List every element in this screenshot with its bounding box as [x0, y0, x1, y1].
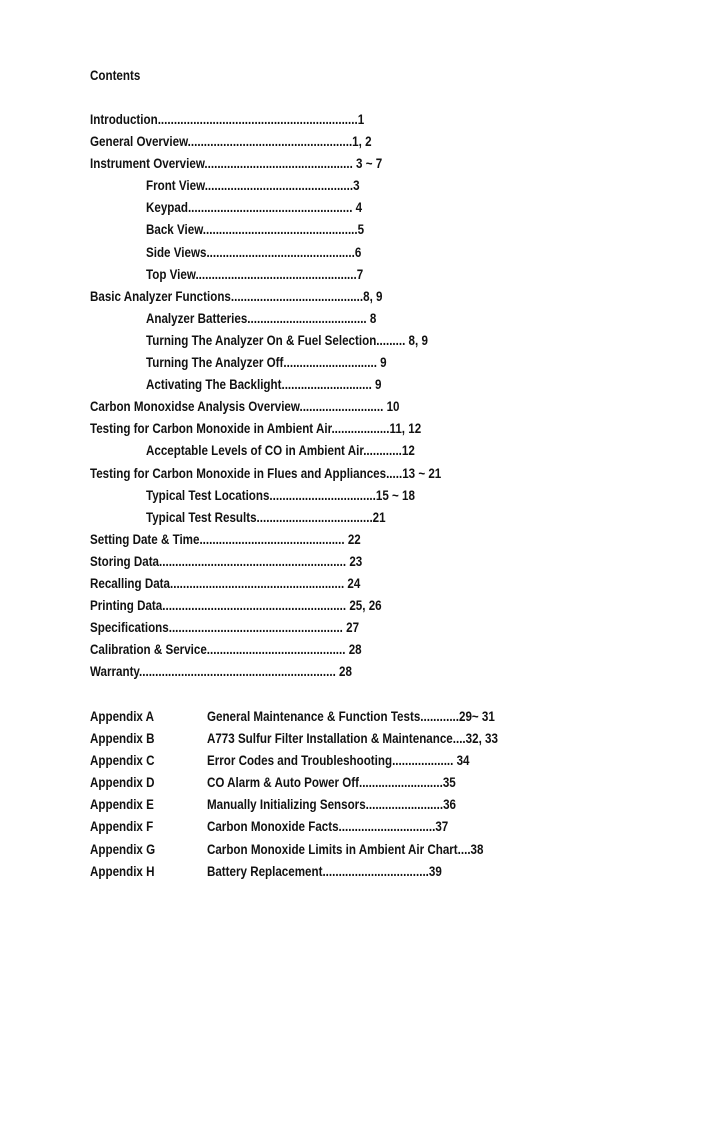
toc-subentry: Typical Test Results....................................21 — [146, 509, 386, 525]
toc-entry: Carbon Monoxidse Analysis Overview.......................... 10 — [90, 399, 400, 415]
appendix-letter: Appendix G — [90, 841, 156, 857]
toc-subentry: Back View................................................5 — [146, 222, 365, 238]
toc-entry: Recalling Data...................................................... 24 — [90, 575, 361, 591]
appendix-letter: Appendix B — [90, 731, 155, 747]
appendix-title: General Maintenance & Function Tests............29~ 31 — [206, 709, 495, 724]
appendix-row — [90, 772, 606, 794]
toc-subentry: Front View..............................................3 — [146, 178, 360, 194]
appendix-row — [90, 861, 606, 883]
appendix-letter: Appendix A — [90, 709, 155, 724]
appendix-title: Manually Initializing Sensors........................36 — [206, 797, 456, 813]
appendix-letter: Appendix E — [90, 797, 154, 813]
toc-entry: Setting Date & Time............................................. 22 — [90, 531, 361, 547]
appendix-title: A773 Sulfur Filter Installation & Maintenance....32, 33 — [206, 731, 498, 747]
toc-subentry: Turning The Analyzer On & Fuel Selection......... 8, 9 — [146, 332, 428, 348]
appendix-row — [90, 750, 606, 772]
toc-entry: Storing Data.......................................................... 23 — [90, 553, 363, 569]
toc-entry: Testing for Carbon Monoxide in Flues and Appliances.....13 ~ 21 — [90, 465, 442, 481]
toc-entry: Introduction..............................................................1 — [90, 112, 365, 127]
toc-list — [90, 109, 690, 683]
toc-entry: Basic Analyzer Functions.........................................8, 9 — [90, 288, 383, 304]
toc-subentry: Activating The Backlight............................ 9 — [146, 377, 382, 393]
page-title: Contents — [90, 68, 141, 83]
appendix-title: Carbon Monoxide Limits in Ambient Air Chart....38 — [206, 841, 484, 857]
appendix-title: Carbon Monoxide Facts..............................37 — [206, 819, 449, 835]
appendix-title: Error Codes and Troubleshooting................... 34 — [206, 753, 470, 769]
toc-subentry: Side Views..............................................6 — [146, 244, 362, 260]
appendix-row — [90, 839, 606, 861]
appendix-row — [90, 816, 606, 838]
toc-entry: Calibration & Service........................................... 28 — [90, 642, 362, 658]
appendix-title: Battery Replacement.................................39 — [206, 863, 442, 879]
appendix-row — [90, 706, 606, 728]
appendix-row — [90, 794, 606, 816]
toc-subentry: Turning The Analyzer Off............................. 9 — [146, 355, 387, 371]
appendix-row — [90, 728, 606, 750]
toc-entry: Printing Data......................................................... 25, 26 — [90, 598, 382, 614]
toc-entry: Specifications...................................................... 27 — [90, 620, 360, 636]
appendix-letter: Appendix C — [90, 753, 155, 769]
toc-subentry: Top View..................................................7 — [146, 266, 364, 282]
toc-subentry: Keypad................................................... 4 — [146, 200, 363, 216]
appendix-letter: Appendix H — [90, 863, 155, 879]
appendix-letter: Appendix F — [90, 819, 154, 835]
toc-entry: Warranty............................................................. 28 — [90, 664, 352, 680]
appendix-letter: Appendix D — [90, 775, 155, 791]
toc-subentry: Typical Test Locations.................................15 ~ 18 — [146, 487, 415, 503]
toc-entry: Testing for Carbon Monoxide in Ambient Air..................11, 12 — [90, 421, 422, 437]
appendix-list — [90, 706, 690, 883]
toc-entry: Instrument Overview.............................................. 3 ~ 7 — [90, 156, 383, 172]
appendix-title: CO Alarm & Auto Power Off..........................35 — [206, 775, 456, 791]
toc-subentry: Analyzer Batteries..................................... 8 — [146, 310, 377, 326]
toc-entry: General Overview...................................................1, 2 — [90, 134, 372, 150]
toc-subentry: Acceptable Levels of CO in Ambient Air............12 — [146, 443, 415, 459]
